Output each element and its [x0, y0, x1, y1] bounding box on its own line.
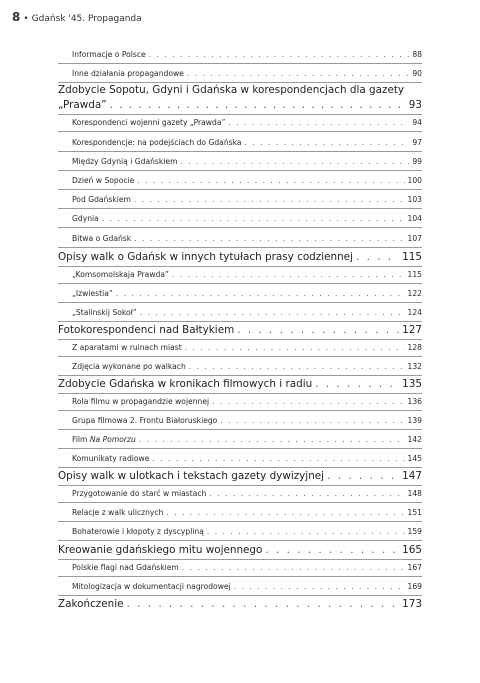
toc-chapter-title-line2: „Prawda”: [58, 99, 107, 111]
toc-entry-page: 122: [407, 289, 422, 298]
toc-chapter: [58, 598, 422, 610]
dot-leader: [220, 416, 404, 425]
divider: [58, 151, 422, 152]
toc-entry: [72, 157, 422, 166]
toc-entry: [72, 527, 422, 536]
toc-entry-title: [72, 435, 136, 444]
toc-entry-title: Rola filmu w propagandzie wojennej: [72, 397, 210, 406]
toc-entry-page: 103: [407, 195, 422, 204]
dot-leader: [315, 378, 399, 390]
toc-chapter-title: Zakończenie: [58, 598, 124, 610]
toc-entry: [72, 195, 422, 204]
toc-entry-page: 115: [407, 270, 422, 279]
toc-entry-title: Przygotowanie do starć w miastach: [72, 489, 207, 498]
divider: [58, 375, 422, 376]
divider: [58, 559, 422, 560]
toc-entry-page: 124: [407, 308, 422, 317]
dot-leader: [187, 69, 409, 78]
toc-entry: [72, 563, 422, 572]
toc-entry-title: Pod Gdańskiem: [72, 195, 131, 204]
dot-leader: [127, 598, 400, 610]
dot-leader: [116, 289, 405, 298]
toc-entry-title: Bohaterowie i kłopoty z dyscypliną: [72, 527, 204, 536]
dot-leader: [265, 544, 399, 556]
divider: [58, 321, 422, 322]
toc-entry: [72, 435, 422, 444]
toc-chapter-page: 173: [402, 598, 422, 610]
divider: [58, 114, 422, 115]
toc-entry: [72, 50, 422, 59]
toc-entry: [72, 416, 422, 425]
toc-entry-page: 139: [407, 416, 422, 425]
dot-leader: [110, 99, 406, 111]
toc-chapter: [58, 324, 422, 336]
dot-leader: [356, 251, 399, 263]
toc-entry-title: „Komsomolskaja Prawda”: [72, 270, 169, 279]
toc-entry: [72, 397, 422, 406]
toc-entry-page: 100: [407, 176, 422, 185]
divider: [58, 227, 422, 228]
divider: [58, 302, 422, 303]
divider: [58, 170, 422, 171]
divider: [58, 448, 422, 449]
toc-entry-page: 169: [407, 582, 422, 591]
dot-leader: [166, 508, 404, 517]
toc-chapter-title: Opisy walk w ulotkach i tekstach gazety dywizyjnej: [58, 470, 325, 482]
dot-leader: [102, 214, 405, 223]
toc-chapter: [58, 378, 422, 390]
divider: [58, 283, 422, 284]
divider: [58, 189, 422, 190]
toc-entry: [72, 270, 422, 279]
dot-leader: [140, 308, 405, 317]
toc-entry-page: 90: [412, 69, 422, 78]
toc-entry: [72, 69, 422, 78]
dot-leader: [185, 343, 405, 352]
toc-entry-page: 167: [407, 563, 422, 572]
toc-entry: [72, 362, 422, 371]
toc-entry-page: 104: [407, 214, 422, 223]
toc-entry-page: 99: [412, 157, 422, 166]
divider: [58, 540, 422, 541]
toc-chapter-page: 147: [402, 470, 422, 482]
toc-chapter-title-line1: Zdobycie Sopotu, Gdyni i Gdańska w korespondencjach dla gazety: [58, 84, 405, 96]
divider: [58, 356, 422, 357]
toc-entry-page: 151: [407, 508, 422, 517]
toc-entry: [72, 343, 422, 352]
toc-entry-title-italic: Na Pomorzu: [89, 435, 136, 444]
divider: [58, 576, 422, 577]
toc-entry: [72, 508, 422, 517]
book-title: Gdańsk '45. Propaganda: [31, 14, 142, 24]
toc-entry-title: Komunikaty radiowe: [72, 454, 150, 463]
dot-leader: [152, 454, 404, 463]
dot-leader: [149, 50, 410, 59]
toc-chapter-title: Zdobycie Gdańska w kronikach filmowych i radiu: [58, 378, 313, 390]
divider: [58, 467, 422, 468]
toc-entry-title: Bitwa o Gdańsk: [72, 234, 132, 243]
dot-leader: [245, 138, 410, 147]
toc-chapter-title: Kreowanie gdańskiego mitu wojennego: [58, 544, 263, 556]
toc-chapter: [58, 470, 422, 482]
toc-entry-title: Informacje o Polsce: [72, 50, 146, 59]
toc-entry-title: Inne działania propagandowe: [72, 69, 184, 78]
toc-chapter-page: 93: [408, 99, 422, 111]
toc-entry-title: Grupa filmowa 2. Frontu Białoruskiego: [72, 416, 218, 425]
toc-entry-title: „Izwiestia”: [72, 289, 113, 298]
toc-entry: [72, 176, 422, 185]
toc-entry-page: 128: [407, 343, 422, 352]
toc-entry-title: „Stalinskij Sokoł”: [72, 308, 137, 317]
divider: [58, 393, 422, 394]
toc-chapter-title: Opisy walk o Gdańsk w innych tytułach prasy codziennej: [58, 251, 353, 263]
toc-chapter: [58, 544, 422, 556]
toc-entry-page: 159: [407, 527, 422, 536]
running-head-bullet: •: [23, 14, 29, 24]
toc-entry-page: 148: [407, 489, 422, 498]
divider: [58, 208, 422, 209]
divider: [58, 410, 422, 411]
toc-entry-title-prefix: Film: [72, 435, 90, 444]
toc-entry-title: Polskie flagi nad Gdańskiem: [72, 563, 179, 572]
toc-entry-page: 88: [412, 50, 422, 59]
page-number: 8: [12, 10, 21, 24]
toc-entry: [72, 234, 422, 243]
dot-leader: [139, 435, 405, 444]
toc-chapter-title: Fotokorespondenci nad Bałtykiem: [58, 324, 235, 336]
toc-entry: [72, 289, 422, 298]
toc-entry-title: Między Gdynią i Gdańskiem: [72, 157, 178, 166]
toc-chapter-page: 135: [402, 378, 422, 390]
divider: [58, 131, 422, 132]
toc-entry-page: 97: [412, 138, 422, 147]
toc-entry-title: Mitologizacja w dokumentacji nagrodowej: [72, 582, 231, 591]
dot-leader: [137, 176, 404, 185]
toc-chapter-page: 115: [402, 251, 422, 263]
divider: [58, 429, 422, 430]
dot-leader: [134, 195, 405, 204]
dot-leader: [207, 527, 405, 536]
divider: [58, 266, 422, 267]
divider: [58, 247, 422, 248]
toc-entry: [72, 582, 422, 591]
toc-entry-title: Korespondencje: na podejściach do Gdańska: [72, 138, 242, 147]
dot-leader: [182, 563, 405, 572]
toc-chapter: [58, 99, 422, 111]
toc-chapter-page: 165: [402, 544, 422, 556]
toc-chapter: [58, 251, 422, 263]
divider: [58, 521, 422, 522]
toc-entry-title: Dzień w Sopocie: [72, 176, 135, 185]
toc-entry: [72, 118, 422, 127]
divider: [58, 339, 422, 340]
dot-leader: [172, 270, 405, 279]
divider: [58, 485, 422, 486]
divider: [58, 595, 422, 596]
dot-leader: [189, 362, 405, 371]
toc-entry: [72, 308, 422, 317]
divider: [58, 82, 422, 83]
toc-entry-page: 107: [407, 234, 422, 243]
toc-entry-page: 94: [412, 118, 422, 127]
toc-entry-title: Gdynia: [72, 214, 99, 223]
divider: [58, 63, 422, 64]
dot-leader: [180, 157, 409, 166]
toc-entry: [72, 214, 422, 223]
toc-chapter-page: 127: [402, 324, 422, 336]
toc-entry-page: 136: [407, 397, 422, 406]
dot-leader: [228, 118, 409, 127]
dot-leader: [237, 324, 399, 336]
toc-entry-page: 145: [407, 454, 422, 463]
dot-leader: [327, 470, 399, 482]
toc-entry-page: 142: [407, 435, 422, 444]
dot-leader: [209, 489, 404, 498]
dot-leader: [212, 397, 404, 406]
toc-entry-title: Korespondenci wojenni gazety „Prawda”: [72, 118, 226, 127]
divider: [58, 502, 422, 503]
toc-entry: [72, 454, 422, 463]
dot-leader: [234, 582, 405, 591]
toc-entry-page: 132: [407, 362, 422, 371]
toc-entry: [72, 489, 422, 498]
toc-entry-title: Relacje z walk ulicznych: [72, 508, 164, 517]
toc-entry-title: Zdjęcia wykonane po walkach: [72, 362, 186, 371]
toc-entry-title: Z aparatami w ruinach miast: [72, 343, 182, 352]
toc-entry: [72, 138, 422, 147]
dot-leader: [134, 234, 404, 243]
